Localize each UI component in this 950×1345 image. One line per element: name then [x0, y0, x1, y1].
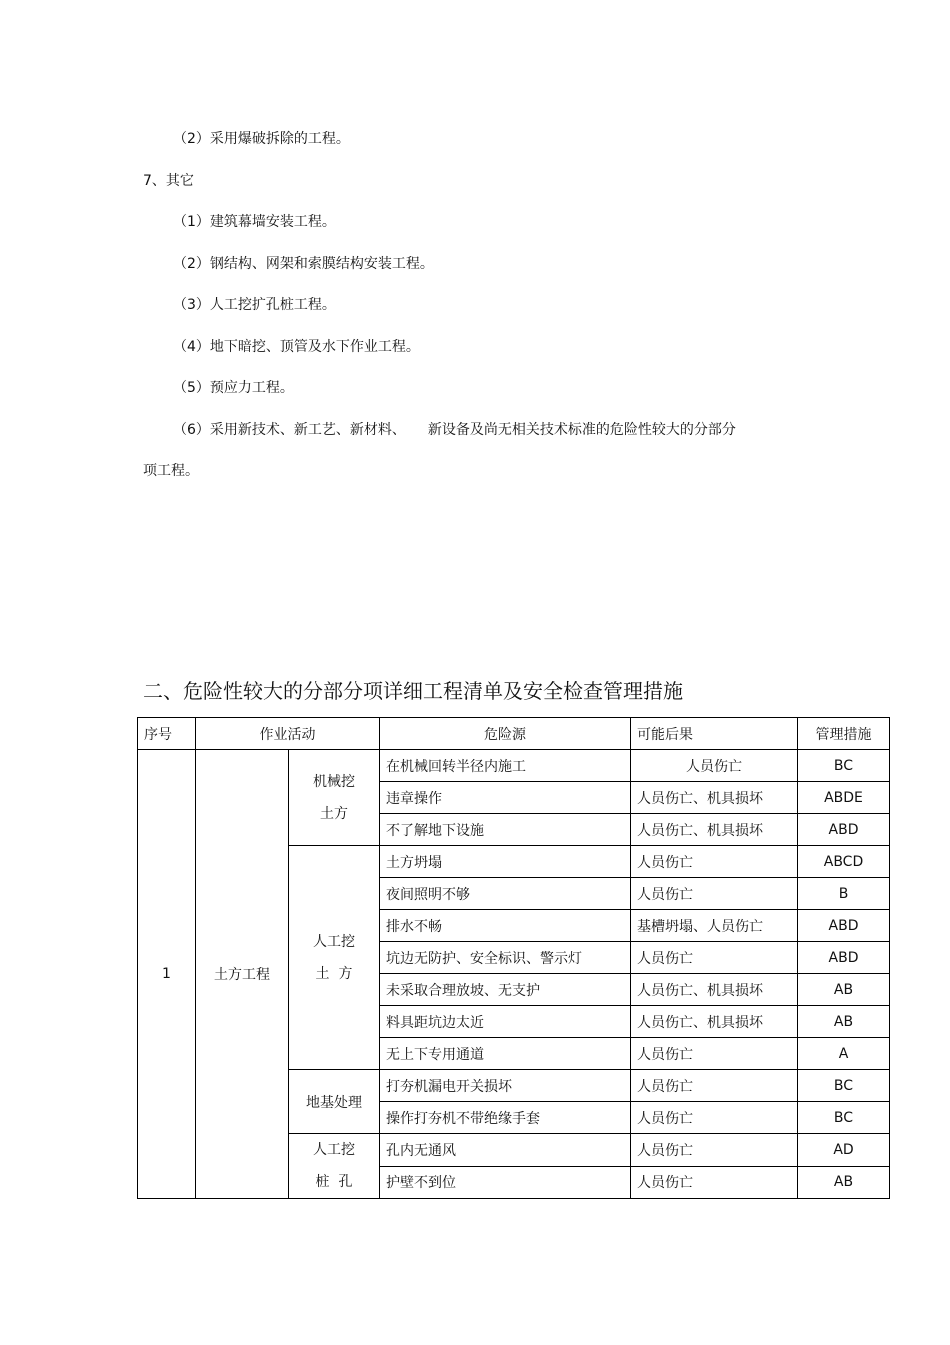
row-number: 1 — [138, 750, 196, 1199]
intro-line: （5）预应力工程。 — [173, 380, 294, 396]
intro-line-part: （6）采用新技术、新工艺、新材料、 — [173, 422, 406, 438]
measure-cell: AD — [798, 1134, 890, 1167]
consequence-cell: 人员伤亡 — [631, 750, 798, 782]
intro-line-part: 新设备及尚无相关技术标准的危险性较大的分部分 — [427, 422, 736, 438]
consequence-cell: 人员伤亡、机具损坏 — [631, 974, 798, 1006]
hazard-cell: 打夯机漏电开关损坏 — [380, 1070, 631, 1102]
header-measure: 管理措施 — [798, 718, 890, 750]
measure-cell: ABDE — [798, 782, 890, 814]
sub-activity-line: 土 方 — [315, 965, 353, 982]
consequence-cell: 人员伤亡 — [631, 846, 798, 878]
hazard-cell: 不了解地下设施 — [380, 814, 631, 846]
intro-line: （2）钢结构、网架和索膜结构安装工程。 — [173, 256, 434, 272]
hazard-cell: 无上下专用通道 — [380, 1038, 631, 1070]
measure-cell: BC — [798, 1070, 890, 1102]
hazard-cell: 坑边无防护、安全标识、警示灯 — [380, 942, 631, 974]
sub-activity — [289, 1134, 380, 1199]
sub-activity-line: 机械挖 — [313, 773, 355, 790]
hazard-cell: 未采取合理放坡、无支护 — [380, 974, 631, 1006]
hazard-table — [137, 717, 890, 1199]
intro-line: （4）地下暗挖、顶管及水下作业工程。 — [173, 339, 420, 355]
intro-line — [173, 419, 736, 439]
table-row — [138, 750, 890, 782]
measure-cell: ABCD — [798, 846, 890, 878]
measure-cell: A — [798, 1038, 890, 1070]
header-consequence: 可能后果 — [631, 718, 798, 750]
hazard-cell: 操作打夯机不带绝缘手套 — [380, 1102, 631, 1134]
section-title: 二、危险性较大的分部分项详细工程清单及安全检查管理措施 — [143, 679, 683, 703]
sub-activity — [289, 846, 380, 1070]
sub-activity-line: 土方 — [320, 805, 348, 822]
consequence-cell: 人员伤亡、机具损坏 — [631, 1006, 798, 1038]
table-header-row — [138, 718, 890, 750]
sub-activity — [289, 750, 380, 846]
measure-cell: ABD — [798, 942, 890, 974]
header-no: 序号 — [138, 718, 196, 750]
consequence-cell: 人员伤亡 — [631, 1070, 798, 1102]
hazard-cell: 违章操作 — [380, 782, 631, 814]
consequence-cell: 人员伤亡 — [631, 878, 798, 910]
intro-line: 项工程。 — [143, 463, 199, 479]
hazard-cell: 夜间照明不够 — [380, 878, 631, 910]
hazard-cell: 在机械回转半径内施工 — [380, 750, 631, 782]
consequence-cell: 人员伤亡、机具损坏 — [631, 782, 798, 814]
hazard-cell: 护壁不到位 — [380, 1166, 631, 1199]
intro-line: （2）采用爆破拆除的工程。 — [173, 131, 350, 147]
consequence-cell: 人员伤亡 — [631, 1166, 798, 1199]
sub-activity-line: 人工挖 — [313, 1142, 355, 1158]
measure-cell: BC — [798, 750, 890, 782]
consequence-cell: 人员伤亡 — [631, 1102, 798, 1134]
consequence-cell: 人员伤亡 — [631, 942, 798, 974]
consequence-cell: 人员伤亡 — [631, 1134, 798, 1167]
hazard-cell: 排水不畅 — [380, 910, 631, 942]
sub-activity-line: 地基处理 — [306, 1094, 362, 1111]
sub-activity-line: 人工挖 — [313, 933, 355, 950]
hazard-cell: 孔内无通风 — [380, 1134, 631, 1167]
measure-cell: AB — [798, 1006, 890, 1038]
measure-cell: AB — [798, 974, 890, 1006]
measure-cell: ABD — [798, 814, 890, 846]
intro-line: （1）建筑幕墙安装工程。 — [173, 214, 336, 230]
measure-cell: ABD — [798, 910, 890, 942]
header-hazard: 危险源 — [380, 718, 631, 750]
consequence-cell: 人员伤亡、机具损坏 — [631, 814, 798, 846]
consequence-cell: 人员伤亡 — [631, 1038, 798, 1070]
measure-cell: AB — [798, 1166, 890, 1199]
intro-line: 7、其它 — [143, 173, 194, 189]
sub-activity — [289, 1070, 380, 1134]
intro-line: （3）人工挖扩孔桩工程。 — [173, 297, 336, 313]
sub-activity-line: 桩 孔 — [315, 1174, 353, 1190]
activity-name: 土方工程 — [196, 750, 289, 1199]
measure-cell: BC — [798, 1102, 890, 1134]
hazard-cell: 料具距坑边太近 — [380, 1006, 631, 1038]
header-activity: 作业活动 — [196, 718, 380, 750]
measure-cell: B — [798, 878, 890, 910]
consequence-cell: 基槽坍塌、人员伤亡 — [631, 910, 798, 942]
hazard-cell: 土方坍塌 — [380, 846, 631, 878]
